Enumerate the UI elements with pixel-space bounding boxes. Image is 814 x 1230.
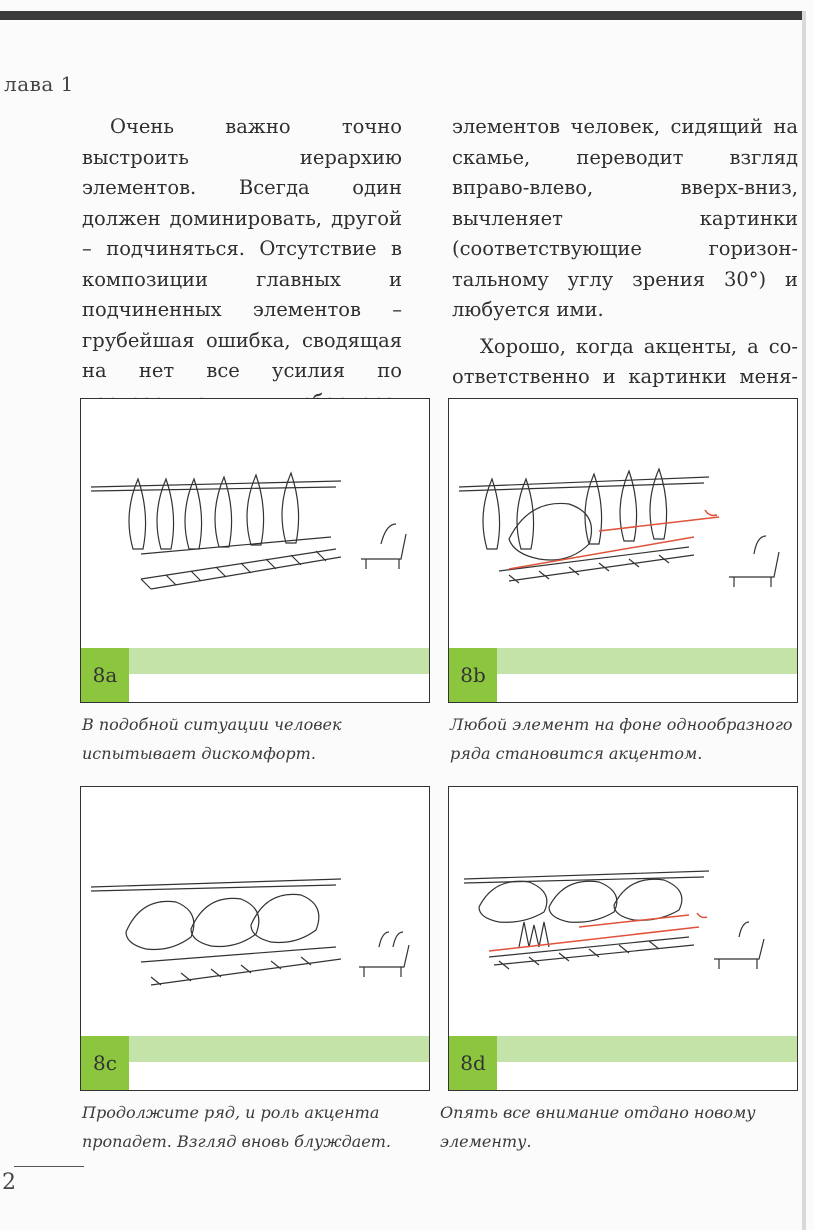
figure-tag: 8c (81, 1036, 129, 1090)
figure-tag: 8d (449, 1036, 497, 1090)
sketch-illustration (449, 399, 796, 649)
chapter-heading: лава 1 (4, 72, 74, 96)
page-number: 2 (2, 1170, 16, 1195)
figure-8a (80, 398, 430, 703)
figure-8c (80, 786, 430, 1091)
figure-tag: 8b (449, 648, 497, 702)
figure-caption: Опять все внимание отдано новому элементу. (440, 1103, 756, 1151)
figure-8b (448, 398, 798, 703)
body-paragraph: Очень важно точно выстроить иерархию элементов. Всегда один должен доминировать, другой – подчиняться. Отсутствие в композиции главных и подчиненных элементов – грубейшая ошибка, сводящая на нет все усилия по (82, 115, 402, 382)
figure-8d (448, 786, 798, 1091)
figure-caption: В подобной ситуации человек испытывает дискомфорт. (82, 715, 342, 763)
caption-band (81, 648, 429, 674)
caption-band (449, 1036, 797, 1062)
sketch-illustration (81, 787, 428, 1037)
page-edge (802, 11, 806, 1230)
figure-caption: Продолжите ряд, и роль акцента пропадет. Взгляд вновь блуждает. (82, 1103, 391, 1151)
body-paragraph: элементов человек, сидящий на скамье, переводит взгляд вправо-влево, вверх-вниз, вычленяет картинки (соответствующие горизонтальному углу зрения 30°) и любуется ими. (452, 115, 798, 321)
figure-tag: 8a (81, 648, 129, 702)
footer-rule (14, 1166, 84, 1167)
sketch-illustration (81, 399, 428, 649)
caption-band (449, 648, 797, 674)
sketch-illustration (449, 787, 796, 1037)
caption-band (81, 1036, 429, 1062)
top-rule (0, 11, 805, 20)
figure-caption: Любой элемент на фоне однообразного ряда становится акцентом. (450, 715, 793, 763)
body-paragraph: Хорошо, когда акценты, а соответственно и картинки меня (452, 334, 798, 388)
text-column-right (452, 112, 798, 423)
